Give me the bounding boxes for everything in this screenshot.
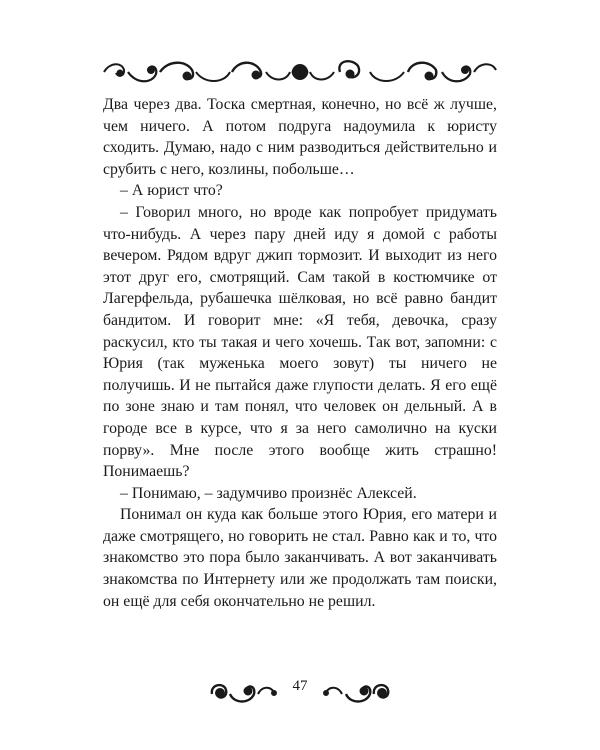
body-text bbox=[103, 94, 497, 612]
paragraph: Понимал он куда как больше этого Юрия, его матери и даже смотрящего, но говорить не стал. Равно как и то, что знакомство это пора было заканчивать. А вот заканчивать знакомства по Интернету или же продолжать там поиски, он ещё для себя окончательно не решил. bbox=[103, 506, 497, 610]
paragraph: – А юрист что? bbox=[120, 182, 223, 200]
paragraph: – Понимаю, – задумчиво произнёс Алексей. bbox=[120, 484, 417, 502]
flourish-divider-icon bbox=[100, 52, 500, 92]
swirl-right-icon bbox=[322, 676, 392, 708]
paragraph: Два через два. Тоска смертная, конечно, но всё ж лучше, чем ничего. А потом подруга надоумила к юристу сходить. Думаю, надо с ним разводиться действительно и срубить с него, козлины, побольше… bbox=[103, 96, 497, 178]
page-number: 47 bbox=[292, 678, 308, 694]
page-footer bbox=[0, 672, 600, 712]
paragraph: – Говорил много, но вроде как попробует придумать что-нибудь. А через пару дней иду я домой с работы вечером. Рядом вдруг джип тормозит. И выходит из него этот друг его, смотрящий. Сам такой в костюмчике от Лагерфельда, рубашечка шёлковая, но всё равно бандит бандитом. И говорит мне: «Я тебя, девочка, сразу раскусил, кто ты такая и чего хочешь. Так вот, запомни: с Юрия (так муженька моего зовут) ты ничего не получишь. И не пытайся даже глупости делать. Я его ещё по зоне знаю и там понял, что человек он дельный. А в городе все в курсе, что я за него самолично на куски порву». Мне после этого вообще жить страшно! Понимаешь? bbox=[103, 203, 497, 481]
swirl-left-icon bbox=[208, 676, 278, 708]
